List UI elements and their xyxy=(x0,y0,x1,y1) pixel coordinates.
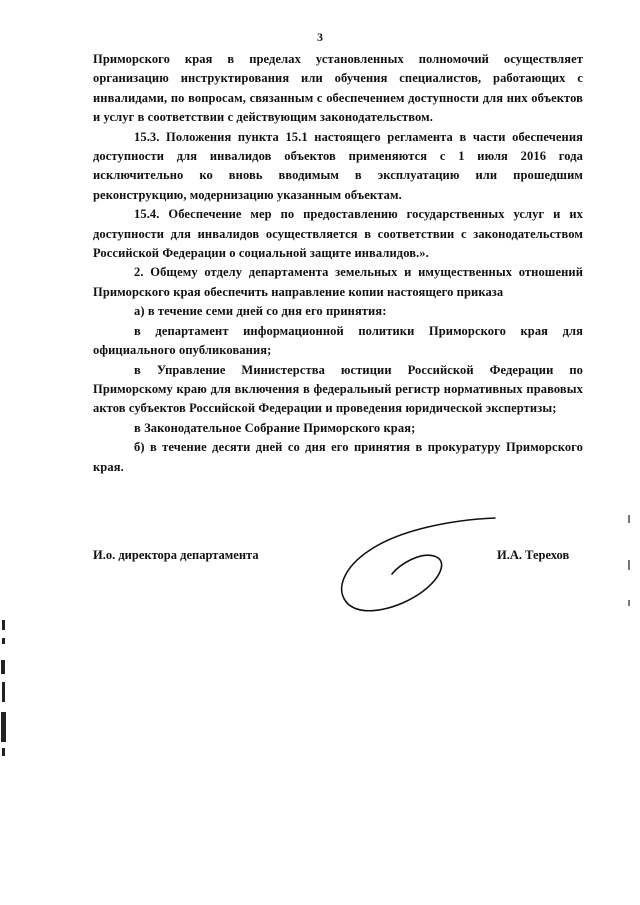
recipient-item: в департамент информационной политики Приморского края для официального опубликования; xyxy=(93,323,583,358)
paragraph-2: 2. Общему отделу департамента земельных и имущественных отношений Приморского края обеспечить направление копии настоящего приказа xyxy=(93,265,583,299)
scan-edge-mark xyxy=(628,560,630,570)
handwritten-signature xyxy=(330,512,510,622)
signatory-name: И.А. Терехов xyxy=(497,548,570,562)
paragraph-15-4: 15.4. Обеспечение мер по предоставлению государственных услуг и их доступности для инвалидов осуществляется в соответствии с законодательством Российской Федерации о социальной защите инвалидов.». xyxy=(93,207,583,261)
recipient-item: в Законодательное Собрание Приморского края; xyxy=(134,420,416,435)
recipient-item: в Управление Министерства юстиции Российской Федерации по Приморскому краю для включения в федеральный регистр нормативных правовых актов субъектов Российской Федерации и проведения юридической экспертизы; xyxy=(93,362,583,416)
page-number: 3 xyxy=(317,30,323,44)
scan-edge-mark xyxy=(628,600,630,606)
binding-edge-mark xyxy=(0,620,10,760)
document-body xyxy=(93,50,583,477)
signatory-title: И.о. директора департамента xyxy=(93,548,259,562)
paragraph: Приморского края в пределах установленных полномочий осуществляет организацию инструктирования или обучения специалистов, работающих с инвалидами, по вопросам, связанным с обеспечением доступности для них объектов и услуг в соответствии с действующим законодательством. xyxy=(93,52,583,125)
subparagraph-a: а) в течение семи дней со дня его принятия: xyxy=(134,304,387,319)
scan-edge-mark xyxy=(628,515,630,523)
subparagraph-b: б) в течение десяти дней со дня его принятия в прокуратуру Приморского края. xyxy=(93,440,583,474)
paragraph-15-3: 15.3. Положения пункта 15.1 настоящего регламента в части обеспечения доступности для инвалидов объектов применяются с 1 июля 2016 года исключительно ко вновь вводимым в эксплуатацию или прошедшим реконструкцию, модернизацию указанным объектам. xyxy=(93,129,583,202)
